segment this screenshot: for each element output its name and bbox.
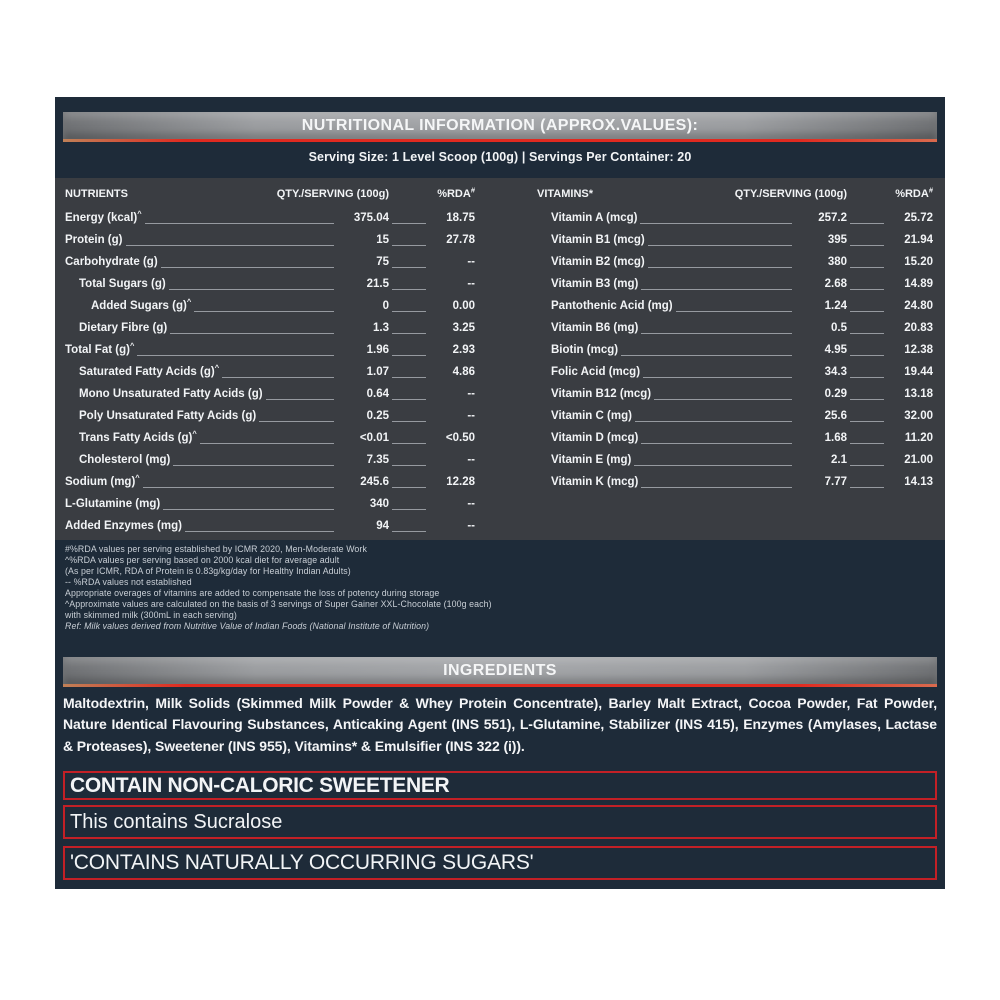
nutrient-row-qty: 75: [376, 256, 389, 268]
nutrient-row-rda: 2.93: [452, 344, 475, 356]
nutrient-row-label: Total Sugars (g): [79, 278, 166, 290]
nutrient-row-qty: 0.64: [366, 388, 389, 400]
leader-line-short: [389, 405, 429, 427]
ingredients-title: INGREDIENTS: [443, 661, 557, 679]
vitamin-row-qty: 1.68: [824, 432, 847, 444]
leader-line: [673, 295, 795, 317]
footnote-line: ^Approximate values are calculated on the basis of 3 servings of Super Gainer XXL-Chocolate (100g each): [65, 599, 492, 609]
nutrient-row-qty: 1.07: [366, 366, 389, 378]
vitamin-row-rda: 24.80: [904, 300, 933, 312]
vitamins-table: [537, 183, 933, 493]
vitamin-row-label: Biotin (mcg): [551, 344, 619, 356]
nutrient-row-qty: 1.96: [366, 344, 389, 356]
footnote-marker: #: [470, 185, 475, 195]
footnote-line: with skimmed milk (300mL in each serving): [65, 610, 237, 620]
nutrient-row-qty: 0.25: [366, 410, 389, 422]
vitamin-row-rda: 19.44: [904, 366, 933, 378]
vitamin-row-rda: 14.13: [904, 476, 933, 488]
nutrient-row-label: Poly Unsaturated Fatty Acids (g): [79, 410, 257, 422]
callout-non-caloric-sweetener: [63, 771, 937, 800]
vitamin-row-qty: 7.77: [824, 476, 847, 488]
footnote-marker: #: [928, 185, 933, 195]
footnote-line: Ref: Milk values derived from Nutritive Value of Indian Foods (National Institute of Nutrition): [65, 621, 430, 631]
vitamin-row: [537, 251, 933, 273]
vitamin-row-qty: 380: [827, 256, 847, 268]
vitamin-row-qty: 257.2: [818, 212, 847, 224]
vitamin-row: [537, 339, 933, 361]
vitamin-row: [537, 427, 933, 449]
serving-info: Serving Size: 1 Level Scoop (100g) | Servings Per Container: 20: [308, 150, 692, 164]
vitamin-row-qty: 2.68: [824, 278, 847, 290]
leader-line: [640, 361, 795, 383]
nutrient-row: [65, 229, 475, 251]
footnote-line: ^%RDA values per serving based on 2000 kcal diet for average adult: [65, 555, 340, 565]
leader-line: [182, 515, 337, 537]
footnote-line: (As per ICMR, RDA of Protein is 0.83g/kg/day for Healthy Indian Adults): [65, 566, 351, 576]
footnote-line: #%RDA values per serving established by ICMR 2020, Men-Moderate Work: [65, 544, 367, 554]
footnote-line: -- %RDA values not established: [65, 577, 192, 587]
vitamin-row: [537, 471, 933, 493]
nutrient-row: [65, 339, 475, 361]
leader-line: [256, 405, 337, 427]
leader-line: [651, 383, 795, 405]
leader-line-short: [389, 273, 429, 295]
leader-line: [160, 493, 337, 515]
leader-line-short: [847, 383, 887, 405]
vitamin-header-row: [537, 183, 933, 207]
vitamin-row: [537, 449, 933, 471]
leader-line-short: [389, 295, 429, 317]
leader-line-short: [847, 207, 887, 229]
leader-line-short: [847, 317, 887, 339]
callout-contains-sucralose: [63, 805, 937, 839]
leader-line: [123, 229, 338, 251]
vitamin-row-label: Vitamin B12 (mcg): [551, 388, 652, 400]
footnote-marker: ^: [137, 209, 142, 219]
leader-line: [637, 207, 795, 229]
vitamin-row-qty: 1.24: [824, 300, 847, 312]
leader-line-short: [389, 317, 429, 339]
nutrient-row-rda: 4.86: [452, 366, 475, 378]
leader-line: [638, 427, 795, 449]
leader-line: [645, 229, 795, 251]
leader-line-short: [847, 361, 887, 383]
leader-line-short: [847, 273, 887, 295]
leader-line-short: [389, 427, 429, 449]
leader-line: [158, 251, 337, 273]
leader-line: [191, 295, 337, 317]
vitamin-row: [537, 273, 933, 295]
vitamin-row-rda: 21.94: [904, 234, 933, 246]
callout-text: CONTAIN NON-CALORIC SWEETENER: [70, 773, 450, 797]
vitamin-row: [537, 317, 933, 339]
leader-line: [263, 383, 337, 405]
nutrient-row-qty: 375.04: [353, 212, 389, 224]
leader-line: [197, 427, 337, 449]
nutrient-row-rda: --: [467, 410, 475, 422]
vitamin-row: [537, 361, 933, 383]
leader-line: [638, 317, 795, 339]
nutrient-row-label: Cholesterol (mg): [79, 454, 171, 466]
footnote-line: Appropriate overages of vitamins are added to compensate the loss of potency during storage: [65, 588, 440, 598]
nutrient-row-qty: 21.5: [366, 278, 389, 290]
vitamin-row-label: Vitamin A (mcg): [551, 212, 638, 224]
nutrition-table-area: [55, 178, 945, 540]
footnote-marker: ^: [214, 363, 220, 373]
leader-line: [631, 449, 795, 471]
leader-line-short: [847, 427, 887, 449]
leader-line-short: [847, 449, 887, 471]
red-divider-ingredients: [63, 684, 937, 687]
leader-line: [134, 339, 337, 361]
ingredients-text: Maltodextrin, Milk Solids (Skimmed Milk Powder & Whey Protein Concentrate), Barley Malt Extract, Cocoa Powder, Fat Powder, Nature Identical Flavouring Substances, Anticaking Agent (INS 551), L-Glutamine, Stabilizer (INS 415), Enzymes (Amylases, Lactase & Proteases), Sweetener (INS 955), Vitamins* & Emulsifier (INS 322 (i)).: [63, 695, 937, 754]
vitamin-row: [537, 207, 933, 229]
nutritional-info-header-bar: [63, 112, 937, 139]
nutrient-row-qty: <0.01: [359, 432, 389, 444]
nutrient-row: [65, 207, 475, 229]
nutrient-row: [65, 273, 475, 295]
leader-line-short: [847, 295, 887, 317]
leader-line: [142, 207, 337, 229]
leader-line-short: [389, 339, 429, 361]
vitamin-row-rda: 14.89: [904, 278, 933, 290]
nutrient-row-qty: 7.35: [366, 454, 389, 466]
nutrient-row-qty: 1.3: [373, 322, 389, 334]
leader-line-short: [389, 383, 429, 405]
nutrient-row-qty: 0: [382, 300, 389, 312]
leader-line: [219, 361, 337, 383]
nutritional-info-title: NUTRITIONAL INFORMATION (APPROX.VALUES):: [301, 116, 699, 134]
nutrient-row-label: Added Enzymes (mg): [65, 520, 182, 532]
nutrient-row-label: Sodium (mg)^: [65, 473, 140, 488]
nutrient-row-label: Protein (g): [65, 234, 123, 246]
nutrient-row-label: Added Sugars (g)^: [91, 297, 192, 312]
vitamin-row-qty: 0.5: [831, 322, 847, 334]
nutrient-row-label: Energy (kcal)^: [65, 209, 142, 224]
nutrient-row: [65, 317, 475, 339]
leader-line: [140, 471, 337, 493]
nutrient-row-rda: --: [467, 454, 475, 466]
vitamin-row-label: Vitamin E (mg): [551, 454, 632, 466]
vitamin-row-label: Vitamin K (mcg): [551, 476, 639, 488]
footnote-marker: ^: [192, 429, 197, 439]
nutrient-row: [65, 361, 475, 383]
callout-naturally-occurring-sugars: [63, 846, 937, 880]
vitamin-row-label: Vitamin C (mg): [551, 410, 632, 422]
nutrient-row: [65, 295, 475, 317]
nutrient-row-rda: --: [467, 278, 475, 290]
leader-line-short: [847, 339, 887, 361]
leader-line-short: [847, 471, 887, 493]
vitamin-row-rda: 11.20: [904, 432, 933, 444]
vitamin-row-qty: 34.3: [824, 366, 847, 378]
leader-line: [638, 273, 795, 295]
nutrient-row-label: L-Glutamine (mg): [65, 498, 161, 510]
nutrient-row-label: Saturated Fatty Acids (g)^: [79, 363, 220, 378]
nutrient-row-qty: 245.6: [360, 476, 389, 488]
footnote-marker: ^: [135, 473, 140, 483]
nutrient-row: [65, 427, 475, 449]
ingredients-header-bar: [63, 657, 937, 684]
nutrient-row-qty: 340: [369, 498, 389, 510]
leader-line: [618, 339, 795, 361]
nutrient-row: [65, 251, 475, 273]
vitamin-row-rda: 20.83: [904, 322, 933, 334]
vitamin-row-rda: 32.00: [904, 410, 933, 422]
vitamin-row: [537, 295, 933, 317]
leader-line: [638, 471, 795, 493]
leader-line-short: [389, 251, 429, 273]
vitamin-row-label: Folic Acid (mcg): [551, 366, 641, 378]
nutrient-row-label: Dietary Fibre (g): [79, 322, 168, 334]
leader-line-short: [389, 493, 429, 515]
vitamin-row-rda: 25.72: [904, 212, 933, 224]
nutrient-row-rda: --: [467, 388, 475, 400]
nutrient-row-rda: --: [467, 498, 475, 510]
leader-line-short: [389, 515, 429, 537]
nutrient-col-rda: %RDA#: [437, 185, 475, 200]
nutrient-row-label: Trans Fatty Acids (g)^: [79, 429, 197, 444]
footnote-marker: ^: [129, 341, 135, 351]
vitamin-row: [537, 405, 933, 427]
red-divider-top: [63, 139, 937, 142]
leader-line-short: [389, 361, 429, 383]
vitamin-row-qty: 0.29: [824, 388, 847, 400]
nutrient-row-rda: 18.75: [446, 212, 475, 224]
vitamin-row-label: Vitamin B2 (mcg): [551, 256, 645, 268]
vitamin-col-rda: %RDA#: [895, 185, 933, 200]
nutrient-row: [65, 493, 475, 515]
nutrient-row-qty: 15: [376, 234, 389, 246]
nutrient-row-rda: <0.50: [445, 432, 475, 444]
leader-line-short: [847, 405, 887, 427]
nutrient-row-label: Mono Unsaturated Fatty Acids (g): [79, 388, 263, 400]
nutrient-row-rda: --: [467, 256, 475, 268]
nutrient-row-rda: 0.00: [452, 300, 475, 312]
nutrient-col-qty: QTY./SERVING (100g): [276, 188, 389, 200]
vitamin-row-rda: 15.20: [904, 256, 933, 268]
vitamin-row: [537, 383, 933, 405]
leader-line-short: [389, 207, 429, 229]
vitamin-row-label: Pantothenic Acid (mg): [551, 300, 673, 312]
nutrient-row-label: Carbohydrate (g): [65, 256, 158, 268]
nutrient-row: [65, 515, 475, 537]
vitamin-row-rda: 13.18: [904, 388, 933, 400]
vitamin-row-qty: 25.6: [824, 410, 847, 422]
footnote-marker: ^: [186, 297, 192, 307]
vitamin-row-qty: 395: [827, 234, 847, 246]
vitamin-row-qty: 2.1: [831, 454, 847, 466]
vitamin-row-qty: 4.95: [824, 344, 847, 356]
nutrient-row: [65, 449, 475, 471]
nutrient-col-item: NUTRIENTS: [65, 188, 128, 200]
nutrient-row-qty: 94: [376, 520, 389, 532]
leader-line-short: [389, 471, 429, 493]
leader-line-short: [847, 229, 887, 251]
leader-line: [167, 317, 337, 339]
nutrients-table: [65, 183, 475, 537]
vitamin-row-label: Vitamin B6 (mg): [551, 322, 639, 334]
leader-line: [645, 251, 795, 273]
vitamin-col-qty: QTY./SERVING (100g): [734, 188, 847, 200]
leader-line-short: [847, 251, 887, 273]
callout-text: 'CONTAINS NATURALLY OCCURRING SUGARS': [70, 851, 534, 874]
leader-line-short: [389, 449, 429, 471]
nutrient-row-rda: 12.28: [446, 476, 475, 488]
vitamin-row-label: Vitamin B1 (mcg): [551, 234, 645, 246]
vitamin-row-rda: 21.00: [904, 454, 933, 466]
nutrient-row: [65, 405, 475, 427]
vitamin-row: [537, 229, 933, 251]
leader-line: [166, 273, 337, 295]
nutrient-row-rda: 27.78: [446, 234, 475, 246]
callout-text: This contains Sucralose: [70, 810, 283, 833]
leader-line-short: [389, 229, 429, 251]
nutrient-row-rda: 3.25: [452, 322, 475, 334]
vitamin-col-item: VITAMINS*: [537, 188, 594, 200]
nutrient-row: [65, 383, 475, 405]
footnotes: [65, 544, 665, 632]
nutrient-header-row: [65, 183, 475, 207]
leader-line: [170, 449, 337, 471]
nutrient-row-rda: --: [467, 520, 475, 532]
nutrient-row: [65, 471, 475, 493]
leader-line: [632, 405, 795, 427]
vitamin-row-rda: 12.38: [904, 344, 933, 356]
vitamin-row-label: Vitamin D (mcg): [551, 432, 639, 444]
nutrition-label-panel: [55, 97, 945, 889]
vitamin-row-label: Vitamin B3 (mg): [551, 278, 639, 290]
nutrient-row-label: Total Fat (g)^: [65, 341, 135, 356]
